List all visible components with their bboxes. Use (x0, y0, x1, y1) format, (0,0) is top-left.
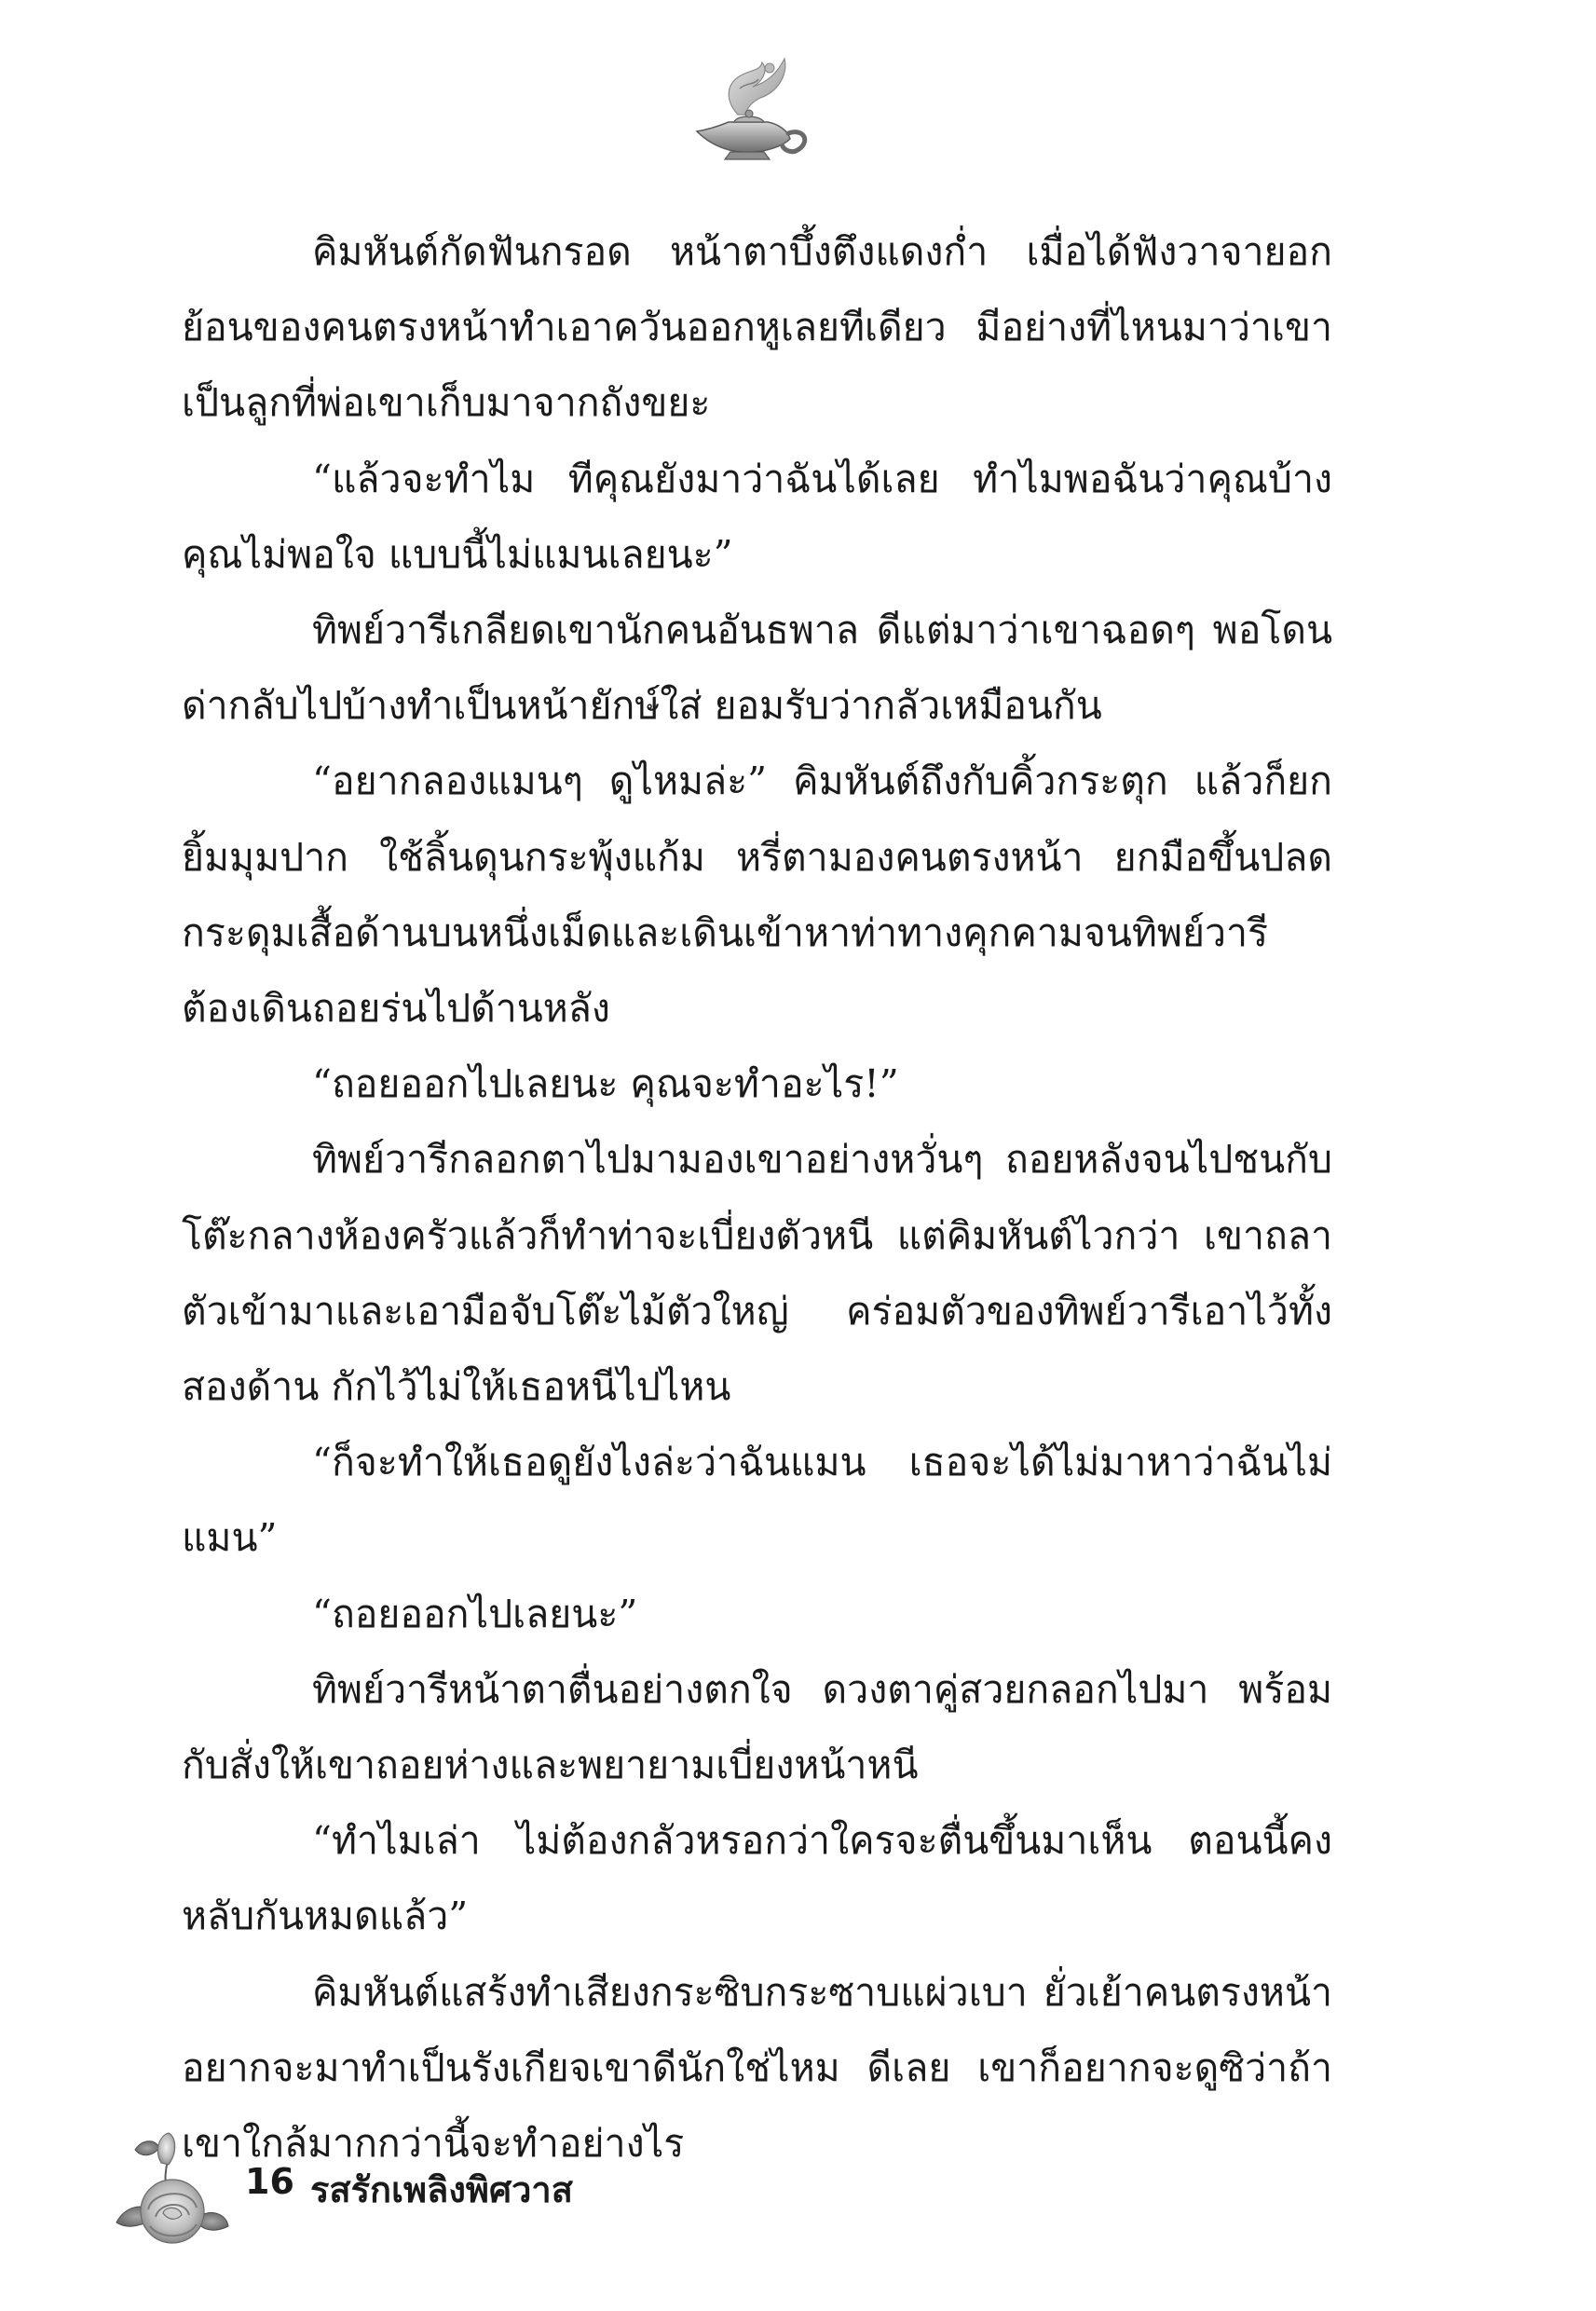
paragraph-10: “ทำไมเล่า ไม่ต้องกลัวหรอกว่าใครจะตื่นขึ้นมาเห็น ตอนนี้คงหลับกันหมดแล้ว” (182, 1818, 1332, 1939)
paragraph-9: ทิพย์วารีหน้าตาตื่นอย่างตกใจ ดวงตาคู่สวยกลอกไปมา พร้อมกับสั่งให้เขาถอยห่างและพยายามเบี่ยงหน้าหนี (182, 1666, 1332, 1788)
paragraph-6: ทิพย์วารีกลอกตาไปมามองเขาอย่างหวั่นๆ ถอยหลังจนไปชนกับโต๊ะกลางห้องครัวแล้วก็ทำท่าจะเบี่ยงตัวหนี แต่คิมหันต์ไวกว่า เขาถลาตัวเข้ามาและเอามือจับโต๊ะไม้ตัวใหญ่ คร่อมตัวของทิพย์วารีเอาไว้ทั้งสองด้าน กักไว้ไม่ให้เธอหนีไปไหน (182, 1137, 1332, 1410)
paragraph-5: “ถอยออกไปเลยนะ คุณจะทำอะไร!” (312, 1061, 899, 1107)
page-footer (107, 2129, 759, 2250)
paragraph-2: “แล้วจะทำไม ทีคุณยังมาว่าฉันได้เลย ทำไมพอฉันว่าคุณบ้างคุณไม่พอใจ แบบนี้ไม่แมนเลยนะ” (182, 456, 1332, 577)
book-title: รสรักเพลิงพิศวาส (310, 2169, 573, 2210)
paragraph-3: ทิพย์วารีเกลียดเขานักคนอันธพาล ดีแต่มาว่าเขาฉอดๆ พอโดนด่ากลับไปบ้างทำเป็นหน้ายักษ์ใส่ ยอมรับว่ากลัวเหมือนกัน (182, 608, 1332, 729)
page-number: 16 (245, 2161, 294, 2202)
paragraph-1: คิมหันต์กัดฟันกรอด หน้าตาบึ้งตึงแดงก่ำ เมื่อได้ฟังวาจายอกย้อนของคนตรงหน้าทำเอาควันออกหูเลยทีเดียว มีอย่างที่ไหนมาว่าเขาเป็นลูกที่พ่อเขาเก็บมาจากถังขยะ (182, 229, 1332, 426)
paragraph-11: คิมหันต์แสร้งทำเสียงกระซิบกระซาบแผ่วเบา ยั่วเย้าคนตรงหน้าอยากจะมาทำเป็นรังเกียจเขาดีนักใช่ไหม ดีเลย เขาก็อยากจะดูซิว่าถ้าเขาใกล้มากกว่านี้จะทำอย่างไร (182, 1969, 1332, 2167)
paragraph-4: “อยากลองแมนๆ ดูไหมล่ะ” คิมหันต์ถึงกับคิ้วกระตุก แล้วก็ยกยิ้มมุมปาก ใช้ลิ้นดุนกระพุ้งแก้ม หรี่ตามองคนตรงหน้า ยกมือขึ้นปลดกระดุมเสื้อด้านบนหนึ่งเม็ดและเดินเข้าหาท่าทางคุกคามจนทิพย์วารีต้องเดินถอยร่นไปด้านหลัง (182, 759, 1332, 1032)
genie-lamp-icon (680, 51, 820, 168)
rose-icon (107, 2129, 233, 2250)
paragraph-8: “ถอยออกไปเลยนะ” (312, 1591, 638, 1636)
body-text (182, 214, 1332, 2167)
paragraph-7: “ก็จะทำให้เธอดูยังไงล่ะว่าฉันแมน เธอจะได้ไม่มาหาว่าฉันไม่แมน” (182, 1440, 1332, 1561)
